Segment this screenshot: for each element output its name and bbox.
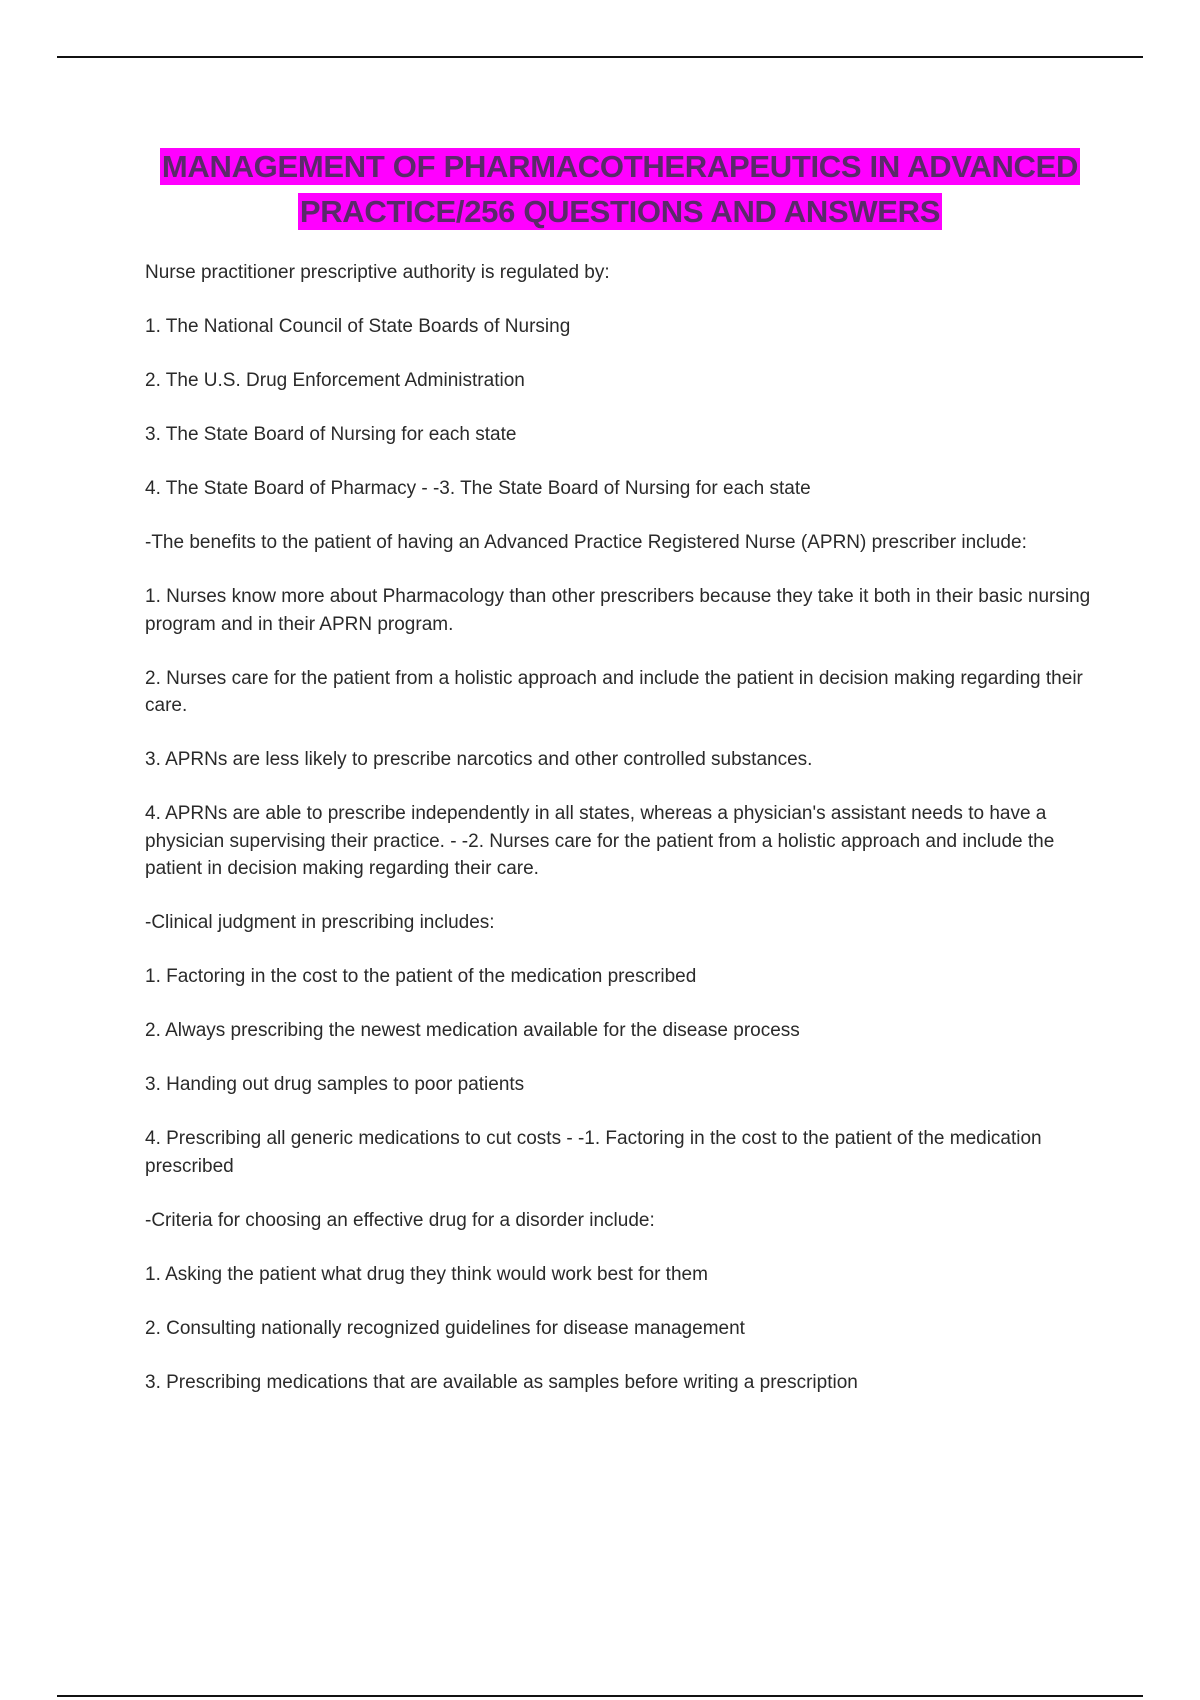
document-title [100, 144, 1140, 234]
paragraph: 1. Nurses know more about Pharmacology than other prescribers because they take it both in their basic nursing program and in their APRN program. [145, 586, 1091, 635]
paragraph: 1. The National Council of State Boards of Nursing [145, 316, 571, 337]
paragraph: Nurse practitioner prescriptive authority is regulated by: [145, 262, 610, 283]
paragraph: -Criteria for choosing an effective drug for a disorder include: [145, 1209, 655, 1231]
paragraph: -The benefits to the patient of having an Advanced Practice Registered Nurse (APRN) prescriber include: [145, 532, 1027, 553]
title-line-1: MANAGEMENT OF PHARMACOTHERAPEUTICS IN ADVANCED [161, 149, 1079, 184]
paragraph: 2. The U.S. Drug Enforcement Administration [145, 370, 525, 391]
paragraph: -Clinical judgment in prescribing includes: [145, 912, 495, 933]
header-rule [57, 56, 1143, 58]
paragraph: 1. Asking the patient what drug they think would work best for them [145, 1263, 708, 1285]
title-line-2: PRACTICE/256 QUESTIONS AND ANSWERS [299, 194, 941, 229]
document-body [145, 259, 1095, 1423]
footer-rule [57, 1695, 1143, 1697]
paragraph: 4. The State Board of Pharmacy - -3. The State Board of Nursing for each state [145, 478, 811, 499]
paragraph: 4. APRNs are able to prescribe independently in all states, whereas a physician's assistant needs to have a physician supervising their practice. - -2. Nurses care for the patient from a holistic approach and include the patient in decision making regarding their care. [145, 803, 1055, 879]
paragraph: 3. Prescribing medications that are available as samples before writing a prescription [145, 1371, 858, 1393]
paragraph: 2. Nurses care for the patient from a holistic approach and include the patient in decision making regarding their care. [145, 667, 1083, 716]
paragraph: 2. Always prescribing the newest medication available for the disease process [145, 1020, 800, 1041]
paragraph: 2. Consulting nationally recognized guidelines for disease management [145, 1317, 745, 1339]
paragraph: 3. The State Board of Nursing for each state [145, 424, 517, 445]
paragraph: 3. APRNs are less likely to prescribe narcotics and other controlled substances. [145, 749, 813, 770]
paragraph: 3. Handing out drug samples to poor patients [145, 1074, 525, 1095]
paragraph: 4. Prescribing all generic medications to cut costs - -1. Factoring in the cost to the patient of the medication prescribed [145, 1128, 1042, 1177]
paragraph: 1. Factoring in the cost to the patient of the medication prescribed [145, 966, 697, 987]
